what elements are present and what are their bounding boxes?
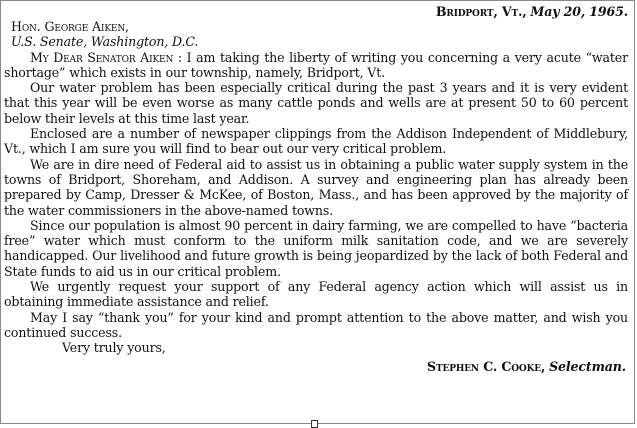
recipient-name: Hon. George Aiken,: [11, 19, 129, 34]
salutation: My Dear Senator Aiken :: [30, 49, 182, 65]
paragraph-3: Enclosed are a number of newspaper clippings from the Addison Independent of Middlebury, Vt., which I am sure you will find to bear out our very critical problem.: [4, 126, 628, 157]
signer-name: Stephen C. Cooke,: [427, 358, 546, 374]
signature: [4, 359, 626, 374]
recipient-name-line: [11, 19, 628, 34]
paragraph-1: [4, 50, 628, 81]
letter-header: [4, 4, 628, 19]
paragraph-4: We are in dire need of Federal aid to assist us in obtaining a public water supply system in the towns of Bridport, Shoreham, and Addison. A survey and engineering plan has already been prepared by Camp, Dresser & McKee, of Boston, Mass., and has been approved by the majority of the water commissioners in the above-named towns.: [4, 156, 628, 218]
letter-page: [4, 4, 628, 374]
paragraph-6: We urgently request your support of any Federal agency action which will assist us in obtaining immediate assistance and relief.: [4, 279, 628, 310]
paragraph-1-text: I am taking the liberty of writing you concerning a very acute “water shortage” which exists in our township, namely, Bridport, Vt.: [4, 49, 628, 80]
recipient-office: U.S. Senate, Washington, D.C.: [11, 34, 199, 50]
signer-title: Selectman.: [549, 358, 626, 374]
closing: Very truly yours,: [62, 340, 166, 356]
paragraph-2: Our water problem has been especially critical during the past 3 years and it is very evident that this year will be even worse as many cattle ponds and wells are at present 50 to 60 percent below their levels at this time last year.: [4, 80, 628, 126]
letter-date: May 20, 1965.: [530, 4, 628, 19]
letter-place: Bridport, Vt.,: [435, 4, 527, 19]
resize-handle[interactable]: [311, 420, 318, 428]
paragraph-7: May I say “thank you” for your kind and prompt attention to the above matter, and wish you continued success.: [4, 309, 628, 340]
paragraph-5: Since our population is almost 90 percent in dairy farming, we are compelled to have “bacteria free” water which must conform to the uniform milk sanitation code, and we are severely handicapped. Our livelihood and future growth is being jeopardized by the lack of both Federal and State funds to aid us in our critical problem.: [4, 217, 628, 279]
